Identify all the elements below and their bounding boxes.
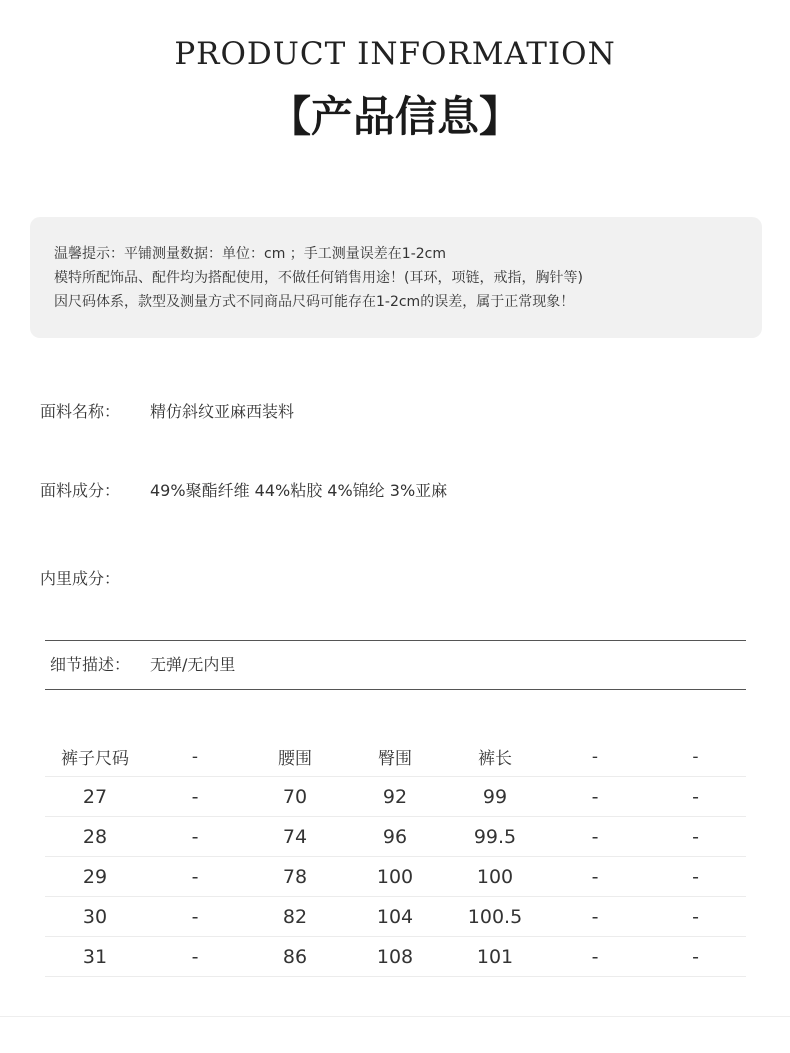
table-cell: 101: [476, 945, 514, 968]
detail-label: 细节描述：: [50, 655, 131, 674]
header-cell-blank-3: -: [692, 746, 699, 767]
fabric-name-row: [40, 399, 294, 422]
table-cell: -: [591, 865, 599, 888]
table-cell: 92: [382, 785, 408, 808]
table-cell: 99: [482, 785, 508, 808]
divider-top: [45, 640, 746, 641]
table-cell: -: [692, 785, 699, 808]
fabric-composition-value: 49%聚酯纤维 44%粘胶 4%锦纶 3%亚麻: [150, 481, 448, 500]
table-row: [45, 777, 746, 817]
table-cell: 27: [82, 785, 108, 808]
table-cell: 100.5: [467, 905, 523, 928]
fabric-composition-row: [40, 478, 447, 501]
notice-line-size-system: 因尺码体系，款型及测量方式不同商品尺码可能存在1-2cm的误差，属于正常现象！: [54, 294, 575, 310]
table-cell: -: [692, 865, 699, 888]
table-cell: -: [692, 945, 699, 968]
lining-composition-row: [40, 566, 150, 589]
page-title-chinese: 【产品信息】: [268, 92, 521, 141]
fabric-composition-label: 面料成分：: [40, 481, 121, 500]
divider-bottom: [45, 689, 746, 690]
notice-box: [30, 217, 762, 338]
table-row: [45, 817, 746, 857]
table-cell: -: [191, 825, 199, 848]
header-cell-blank-2: -: [591, 746, 599, 767]
table-cell: 29: [82, 865, 108, 888]
table-cell: -: [191, 905, 199, 928]
notice-line-accessories: 模特所配饰品、配件均为搭配使用，不做任何销售用途！(耳环，项链，戒指，胸针等): [54, 270, 583, 286]
table-cell: -: [591, 825, 599, 848]
detail-value: 无弹/无内里: [150, 655, 236, 674]
lining-composition-label: 内里成分：: [40, 569, 121, 588]
table-cell: 108: [376, 945, 414, 968]
header-cell-blank-1: -: [191, 746, 199, 767]
header-cell-waist: 腰围: [278, 749, 312, 769]
table-cell: 96: [382, 825, 408, 848]
table-cell: 100: [376, 865, 414, 888]
detail-row: [50, 652, 235, 675]
table-cell: 28: [82, 825, 108, 848]
fabric-name-label: 面料名称：: [40, 402, 121, 421]
page-bottom-divider: [0, 1016, 790, 1017]
table-cell: 100: [476, 865, 514, 888]
size-table: [45, 737, 746, 977]
table-cell: 86: [282, 945, 308, 968]
table-cell: 74: [282, 825, 308, 848]
notice-line-measurement: 温馨提示：平铺测量数据：单位：cm ；手工测量误差在1-2cm: [54, 246, 446, 262]
table-cell: -: [692, 905, 699, 928]
table-cell: -: [591, 945, 599, 968]
table-cell: 30: [82, 905, 108, 928]
table-cell: 82: [282, 905, 308, 928]
table-cell: 99.5: [473, 825, 517, 848]
page-title-english: PRODUCT INFORMATION: [174, 36, 616, 72]
table-cell: -: [591, 785, 599, 808]
table-cell: 104: [376, 905, 414, 928]
header-cell-size: 裤子尺码: [61, 749, 129, 769]
table-cell: 31: [82, 945, 108, 968]
table-cell: -: [191, 945, 199, 968]
table-row: [45, 897, 746, 937]
table-cell: 70: [282, 785, 308, 808]
table-row: [45, 937, 746, 977]
table-cell: -: [692, 825, 699, 848]
fabric-name-value: 精仿斜纹亚麻西装料: [150, 402, 295, 421]
header-cell-length: 裤长: [478, 749, 512, 769]
header-cell-hip: 臀围: [378, 749, 412, 769]
table-cell: -: [191, 865, 199, 888]
table-cell: 78: [282, 865, 308, 888]
table-cell: -: [191, 785, 199, 808]
table-row: [45, 857, 746, 897]
table-cell: -: [591, 905, 599, 928]
size-table-header-row: [45, 737, 746, 777]
